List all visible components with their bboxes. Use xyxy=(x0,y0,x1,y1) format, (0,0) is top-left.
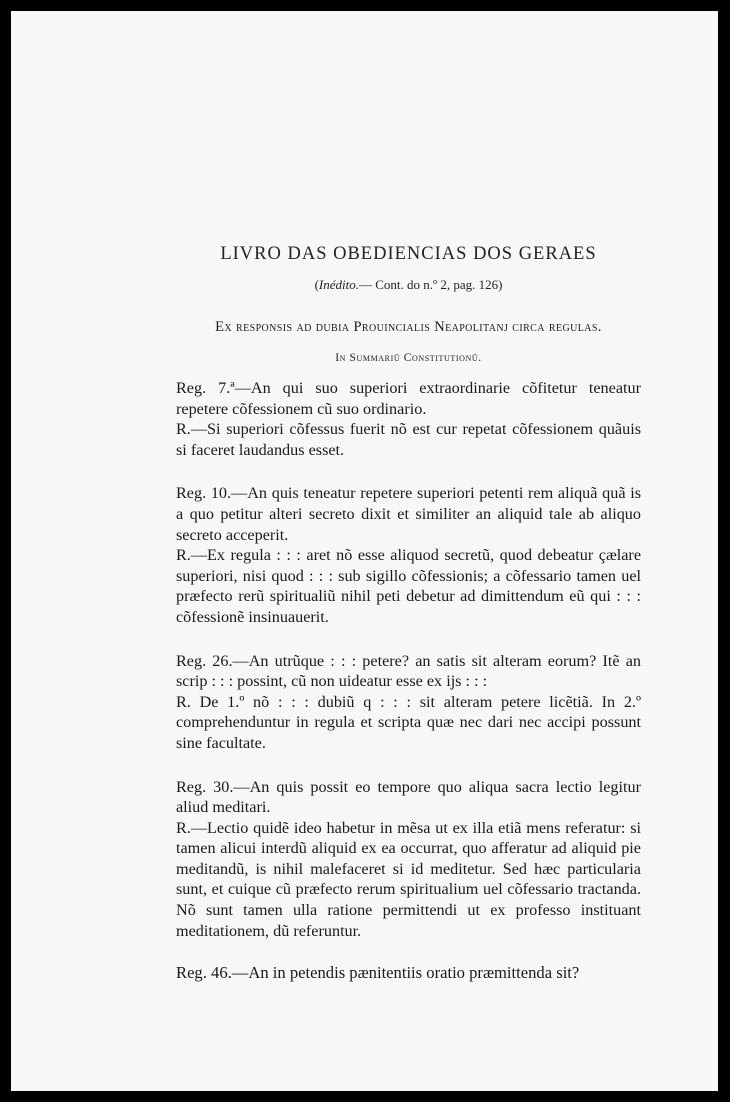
subtitle-italic: Inédito. xyxy=(318,277,359,292)
document-subtitle: (Inédito.— Cont. do n.º 2, pag. 126) xyxy=(314,277,503,292)
page-content xyxy=(176,244,641,984)
paragraph-resp-26: R. De 1.º nõ : : : dubiũ q : : : sit alteram petere licẽtiã. In 2.º comprehenduntur in regula et scripta quæ nec dari nec accipi possunt sine facultate. xyxy=(176,692,641,752)
paragraph-resp-10: R.—Ex regula : : : aret nõ esse aliquod secretũ, quod debeatur çælare superiori, nisi quod : : : sub sigillo cõfessionis; a cõfessario tamen uel præfecto rerũ spiritualiũ nihil peti debetur ad dimittendum eũ qui : : : cõfessionẽ insinuauerit. xyxy=(176,546,641,626)
document-title: LIVRO DAS OBEDIENCIAS DOS GERAES xyxy=(220,244,597,264)
paragraph-reg-26: Reg. 26.—An utrũque : : : petere? an satis sit alteram eorum? Itẽ an scrip : : : possint, cũ non uideatur esse ex ijs : : : xyxy=(176,651,641,691)
section-heading: Ex responsis ad dubia Prouincialis Neapolitanj circa regulas. xyxy=(215,319,602,335)
paragraph-reg-10: Reg. 10.—An quis teneatur repetere superiori petenti rem aliquã quã is a quo petitur alteri secreto dixit et similiter an aliquid tale ab aliquo secreto acceperit. xyxy=(176,484,641,544)
paragraph-resp-30: R.—Lectio quidẽ ideo habetur in mẽsa ut ex illa etiã mens referatur: si tamen alicui interdũ aliquid ex ea occurrat, quo afferatur ad aliquid pie meditandũ, is nihil malefaceret si id meditetur. Sed hæc particularia sunt, et cuique cũ præfecto rerum spiritualium uel cõfessario tractanda. Nõ sunt tamen ulla ratione permittendi ut ex professo instituant meditationem, dũ referuntur. xyxy=(176,818,641,940)
subtitle-rest: — Cont. do n.º 2, pag. 126) xyxy=(359,277,503,292)
paragraph-resp-7: R.—Si superiori cõfessus fuerit nõ est cur repetat cõfessionem quãuis si faceret laudandus esset. xyxy=(176,420,641,459)
page-sheet xyxy=(11,11,718,1091)
paragraph-reg-7: Reg. 7.ª—An qui suo superiori extraordinarie cõfitetur teneatur repetere cõfessionem cũ suo ordinario. xyxy=(176,379,641,418)
paragraph-reg-46: Reg. 46.—An in petendis pænitentiis oratio præmittenda sit? xyxy=(176,963,580,983)
paragraph-reg-30: Reg. 30.—An quis possit eo tempore quo aliqua sacra lectio legitur aliud meditari. xyxy=(176,777,641,817)
section-subheading: In Summariũ Constitutionũ. xyxy=(335,352,482,364)
